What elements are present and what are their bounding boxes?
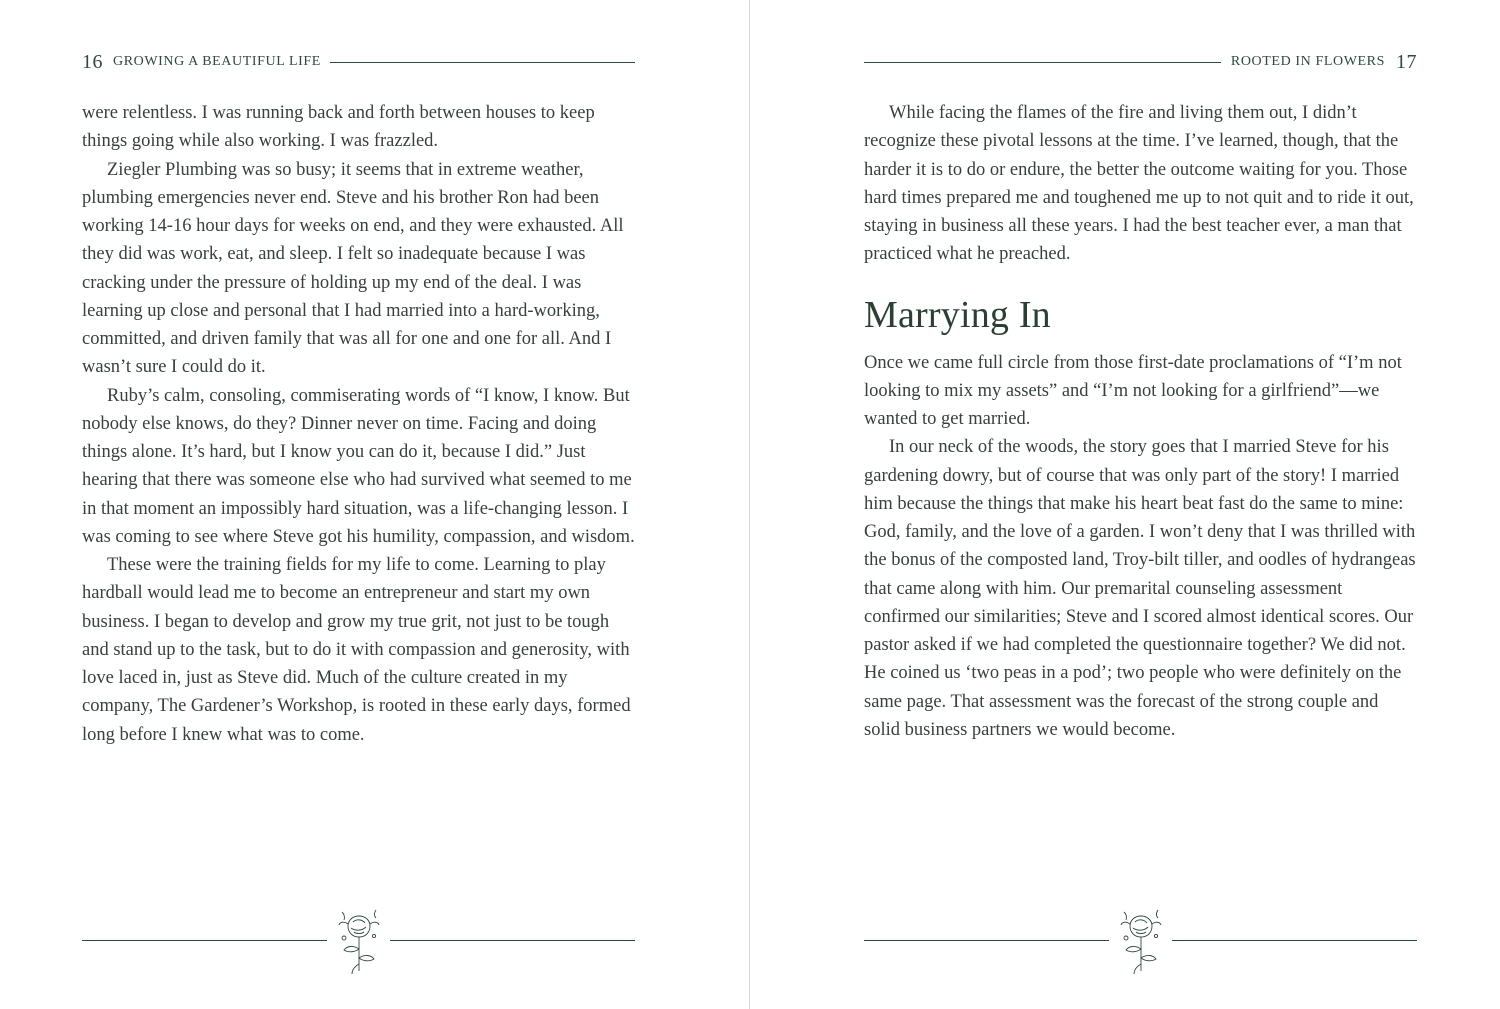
paragraph: In our neck of the woods, the story goes that I married Steve for his gardening dowry, but of course that was only part of the story! I married him because the things that make his heart beat fast do the same to mine: God, family, and the love of a garden. I won’t deny that I was thrilled with the bonus of the composted land, Troy-bilt tiller, and oodles of hydrangeas that came along with him. Our premarital counseling assessment confirmed our similarities; Steve and I scored almost identical scores. Our pastor asked if we had completed the questionnaire together? We did not. He coined us ‘two peas in a pod’; two people who were definitely on the same page. That assessment was the forecast of the strong couple and solid business partners we would become. [864,437,1416,740]
rose-flower-icon [332,904,386,978]
left-running-head-title: GROWING A BEAUTIFUL LIFE [113,54,321,69]
paragraph: Once we came full circle from those first-date proclamations of “I’m not looking to mix my assets” and “I’m not looking for a girlfriend”—we wanted to get married. [864,352,1402,429]
right-running-head-title: ROOTED IN FLOWERS [1230,54,1385,69]
right-header-rule [864,62,1221,63]
paragraph: While facing the flames of the fire and living them out, I didn’t recognize these pivotal lessons at the time. I’ve learned, though, that the harder it is to do or endure, the better the outcome waiting for you. Those hard times prepared me and toughened me up to not quit and to ride it out, staying in business all these years. I had the best teacher ever, a man that practiced what he preached. [864,103,1414,265]
right-page [864,0,1417,1009]
rose-flower-icon [1114,904,1168,978]
left-body-text [82,99,635,749]
right-footer-ornament [864,900,1417,980]
paragraph: were relentless. I was running back and forth between houses to keep things going while also working. I was frazzled. [82,103,595,152]
paragraph: Ziegler Plumbing was so busy; it seems that in extreme weather, plumbing emergencies never end. Steve and his brother Ron had been working 14-16 hour days for weeks on end, and they were exhausted. All they did was work, eat, and sleep. I felt so inadequate because I was cracking under the pressure of holding up my end of the deal. I was learning up close and personal that I had married into a hard-working, committed, and driven family that was all for one and one for all. And I wasn’t sure I could do it. [82,159,624,378]
footer-rule [82,940,327,941]
left-header-rule [330,62,635,63]
paragraph: These were the training fields for my life to come. Learning to play hardball would lead me to become an entrepreneur and start my own business. I began to develop and grow my true grit, not just to be tough and stand up to the task, but to do it with compassion and generosity, with love laced in, just as Steve did. Much of the culture created in my company, The Gardener’s Workshop, is rooted in these early days, formed long before I knew what was to come. [82,555,631,745]
footer-rule [390,940,635,941]
left-page [82,0,635,1009]
footer-rule [864,940,1109,941]
paragraph: Ruby’s calm, consoling, commiserating words of “I know, I know. But nobody else knows, do they? Dinner never on time. Facing and doing things alone. It’s hard, but I know you can do it, because I did.” Just hearing that there was someone else who had survived what seemed to me in that moment an impossibly hard situation, was a life-changing lesson. I was coming to see where Steve got his humility, compassion, and wisdom. [82,385,635,547]
right-page-number: 17 [1396,50,1417,73]
footer-rule [1172,940,1417,941]
left-page-number: 16 [82,50,103,73]
left-footer-ornament [82,900,635,980]
section-heading: Marrying In [864,293,1051,336]
left-running-head [82,50,635,74]
right-body-text [864,99,1417,744]
right-running-head [864,50,1417,74]
book-gutter [749,0,750,1009]
